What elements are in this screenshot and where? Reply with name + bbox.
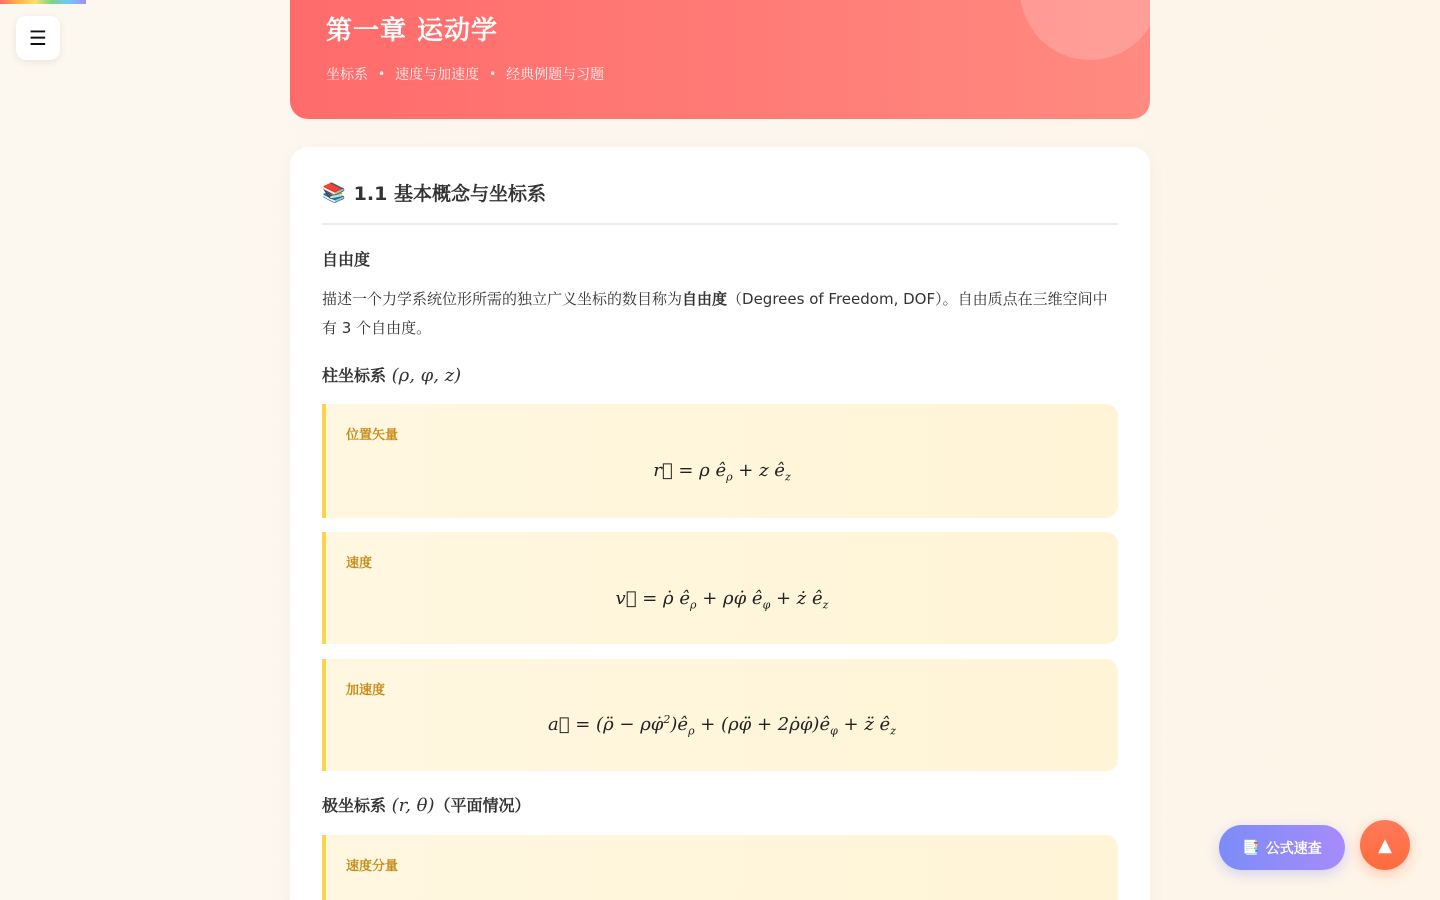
formula-velocity: v⃗ = ρ̇ $ê_\rho$ + ρφ̇ $ê_\varphi$ + ż $ê_z$	[615, 588, 829, 612]
arrow-up-icon: ▲	[1378, 834, 1392, 856]
chapter-topics	[326, 64, 604, 84]
section-divider	[322, 223, 1118, 225]
topic-separator: •	[489, 67, 497, 81]
menu-button[interactable]	[16, 16, 60, 60]
reading-progress-bar	[0, 0, 86, 4]
formula-label: 速度	[346, 556, 373, 571]
formula-box-acceleration	[322, 659, 1118, 771]
books-icon: 📚	[322, 182, 346, 204]
formula-box-position	[322, 404, 1118, 518]
chapter-title: 第一章 运动学	[326, 16, 499, 46]
dof-heading: 自由度	[322, 250, 371, 269]
cylindrical-coords: (ρ, φ, z)	[391, 365, 462, 386]
dof-text-before: 描述一个力学系统位形所需的独立广义坐标的数目称为	[322, 290, 683, 308]
menu-icon: ☰	[29, 26, 47, 50]
formula-lookup-label: 公式速查	[1265, 840, 1322, 857]
topic-separator: •	[378, 67, 386, 81]
cylindrical-heading-text: 柱坐标系	[322, 366, 387, 385]
topic-item: 坐标系	[326, 67, 368, 83]
formula-label: 加速度	[346, 683, 386, 698]
polar-suffix: （平面情况）	[434, 796, 531, 815]
polar-coords: (r, θ)	[391, 795, 435, 816]
formula-box-velocity	[322, 532, 1118, 644]
topic-item: 经典例题与习题	[506, 67, 605, 83]
chapter-header	[290, 0, 1150, 119]
section-title	[322, 179, 546, 206]
back-to-top-button[interactable]	[1360, 820, 1410, 870]
polar-heading	[322, 793, 531, 816]
formula-position: r⃗ = ρ $ê_\rho + z$ $ê_z$	[653, 460, 791, 484]
section-title-text: 1.1 基本概念与坐标系	[353, 183, 546, 205]
cylindrical-heading	[322, 363, 461, 386]
document-icon: 📑	[1242, 839, 1260, 856]
polar-heading-text: 极坐标系	[322, 796, 387, 815]
formula-acceleration: a⃗ = (ρ̈ − $\rho\varphi̇^2)ê_\rho$ + (ρφ̈ + $2\rhȯ\varphi̇)ê_\varphi$ + z̈ $ê_z$	[548, 713, 896, 738]
formula-lookup-button[interactable]	[1219, 825, 1345, 870]
dof-text-after: （Degrees of Freedom, DOF）。自由质点在三维空间中有 3 个自由度。	[322, 290, 1108, 337]
dof-paragraph	[322, 285, 1118, 343]
formula-label: 速度分量	[346, 859, 399, 874]
content-card	[290, 147, 1150, 900]
formula-label: 位置矢量	[346, 428, 399, 443]
decorative-circle	[1020, 0, 1150, 60]
dof-text-bold: 自由度	[682, 290, 728, 308]
topic-item: 速度与加速度	[395, 67, 480, 83]
formula-box-polar-velocity	[322, 835, 1118, 900]
